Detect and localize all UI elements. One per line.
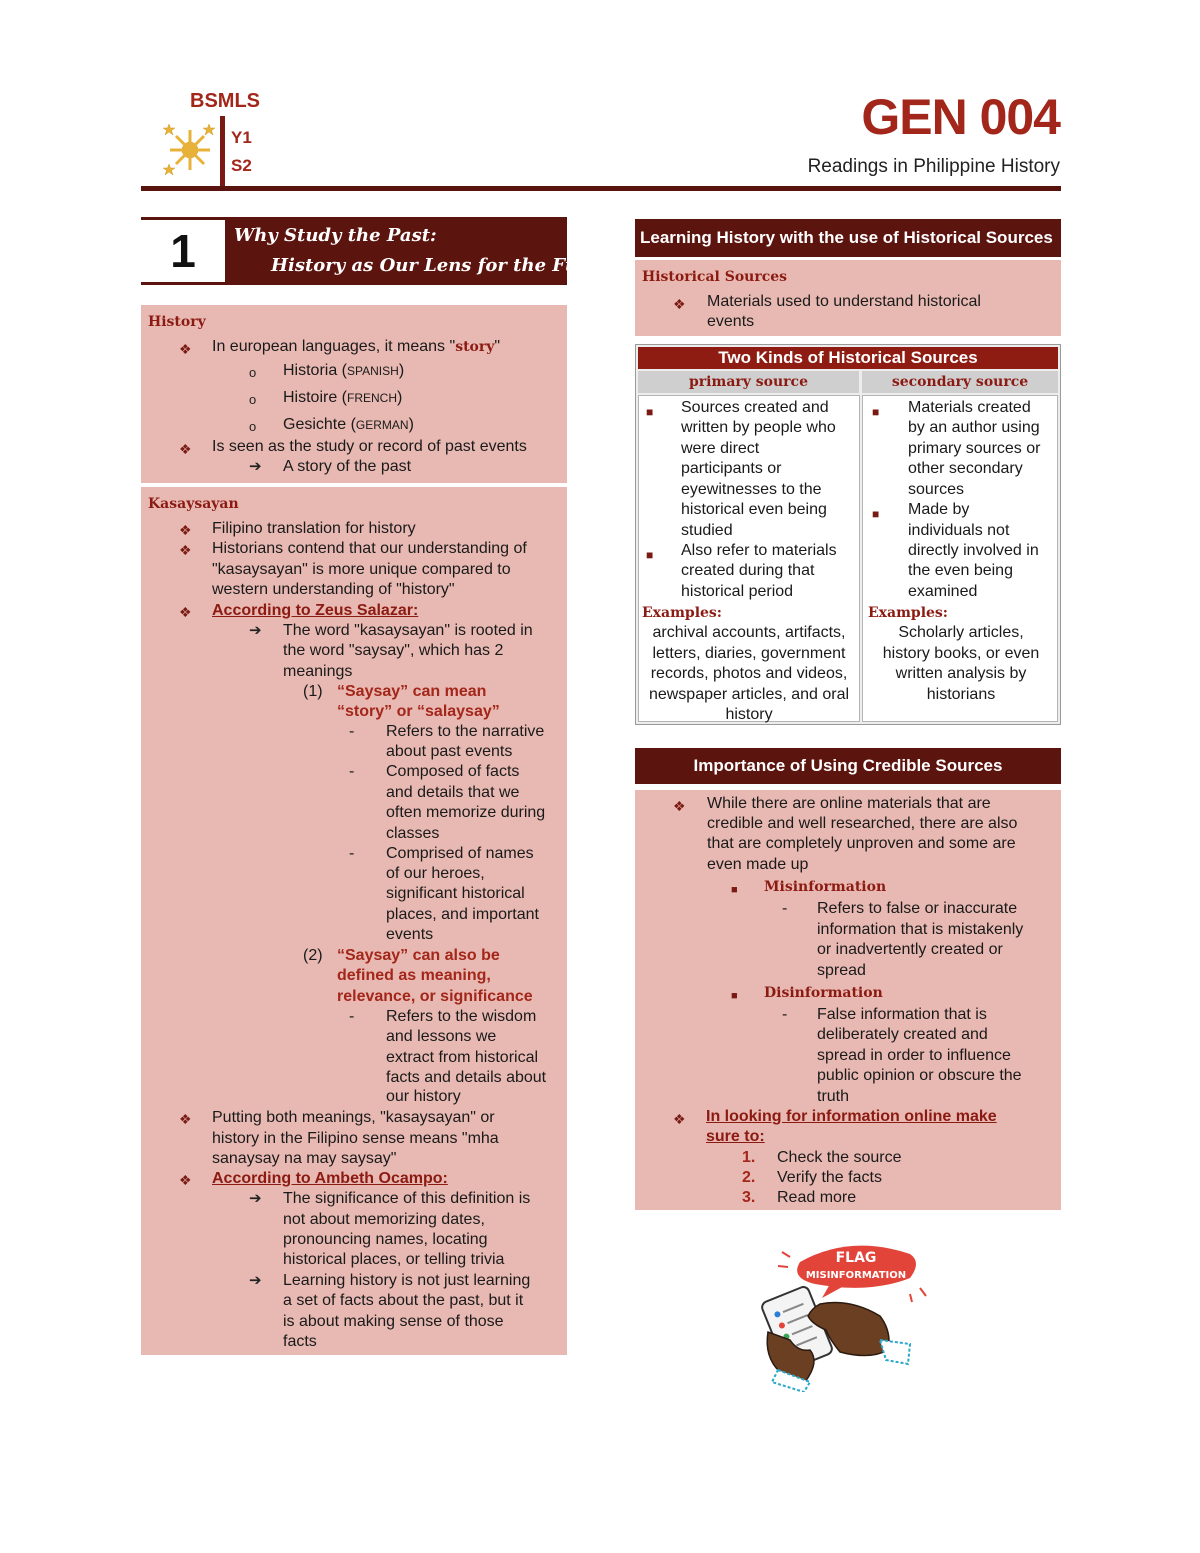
secondary-point: Materials created <box>908 399 1031 416</box>
sources-table-title: Two Kinds of Historical Sources <box>638 347 1058 369</box>
ambeth-point: facts <box>283 1333 317 1350</box>
sun-logo-icon <box>163 120 217 178</box>
section-number: 1 <box>141 217 225 285</box>
circle-bullet-icon: o <box>249 365 257 380</box>
secondary-point: directly involved in <box>908 542 1039 559</box>
kasaysayan-heading: Kasaysayan <box>148 496 239 512</box>
dash-bullet: - <box>782 1006 788 1023</box>
primary-examples: newspaper articles, and oral <box>648 685 850 703</box>
meaning-2-detail: our history <box>386 1088 461 1105</box>
primary-examples-label: Examples: <box>642 605 722 621</box>
dash-bullet: - <box>349 845 355 862</box>
history-bullet-2-sub: A story of the past <box>283 458 412 475</box>
disinformation-def: deliberately created and <box>817 1026 988 1043</box>
secondary-point: examined <box>908 583 978 600</box>
meaning-1-detail: events <box>386 926 434 943</box>
section-title-line2: History as Our Lens for the Future <box>271 255 621 276</box>
history-heading: History <box>148 314 206 330</box>
step-number: 1. <box>742 1149 756 1166</box>
diamond-bullet-icon: ❖ <box>179 1172 192 1188</box>
online-tips-heading: In looking for information online make <box>706 1108 997 1125</box>
semester-label: S2 <box>231 156 252 175</box>
year-label: Y1 <box>231 128 252 147</box>
illustration-caption-line2: MISINFORMATION <box>805 1270 907 1281</box>
kasaysayan-bullet-2: western understanding of "history" <box>212 581 455 598</box>
credible-sources-panel <box>635 790 1061 1210</box>
diamond-bullet-icon: ❖ <box>179 341 192 357</box>
primary-point: historical period <box>681 583 794 600</box>
meaning-1-detail: often memorize during <box>386 804 546 821</box>
meaning-1-detail: classes <box>386 825 440 842</box>
misinformation-def: spread <box>817 962 866 979</box>
dash-bullet: - <box>349 1008 355 1025</box>
misinformation-heading: Misinformation <box>764 879 887 895</box>
online-tips-heading: sure to: <box>706 1128 765 1145</box>
credible-bullet: that are completely unproven and some are <box>707 835 1016 852</box>
arrow-bullet-icon: ➔ <box>249 1190 262 1207</box>
primary-point: Sources created and <box>681 399 829 416</box>
square-bullet-icon: ■ <box>872 507 880 521</box>
meaning-1-title: “story” or “salaysay” <box>337 703 500 720</box>
ambeth-ocampo-heading: According to Ambeth Ocampo: <box>212 1170 448 1187</box>
diamond-bullet-icon: ❖ <box>673 798 686 814</box>
primary-point: were direct <box>681 440 760 457</box>
kasaysayan-panel <box>141 487 567 1355</box>
flag-misinformation-illustration <box>760 1232 940 1392</box>
disinformation-def: truth <box>817 1088 850 1105</box>
disinformation-def: spread in order to influence <box>817 1047 1011 1064</box>
historical-sources-def: Materials used to understand historical <box>707 293 981 310</box>
circle-bullet-icon: o <box>249 419 257 434</box>
secondary-source-cell <box>862 395 1058 722</box>
primary-point: eyewitnesses to the <box>681 481 822 498</box>
square-bullet-icon: ■ <box>872 405 880 419</box>
primary-source-cell <box>638 395 860 722</box>
kasaysayan-bullet-1: Filipino translation for history <box>212 520 416 537</box>
secondary-examples: historians <box>926 685 996 703</box>
zeus-point: meanings <box>283 663 353 680</box>
step-verify-facts: Verify the facts <box>777 1169 882 1186</box>
diamond-bullet-icon: ❖ <box>179 522 192 538</box>
ambeth-point: not about memorizing dates, <box>283 1211 485 1228</box>
primary-examples: records, photos and videos, <box>650 665 848 682</box>
header-divider <box>220 116 225 186</box>
step-check-source: Check the source <box>777 1149 902 1166</box>
step-number: 3. <box>742 1189 756 1206</box>
ambeth-point: pronouncing names, locating <box>283 1231 488 1248</box>
square-bullet-icon: ■ <box>646 405 654 419</box>
kasaysayan-bullet-2: Historians contend that our understanding of <box>212 540 527 557</box>
primary-point: Also refer to materials <box>681 542 837 559</box>
section-title-line1: Why Study the Past: <box>234 225 437 246</box>
meaning-1-detail: Comprised of names <box>386 845 534 862</box>
history-panel <box>141 305 567 483</box>
meaning-1-detail: places, and important <box>386 906 539 923</box>
meaning-2-title: “Saysay” can also be <box>337 947 500 964</box>
history-bullet-2: Is seen as the study or record of past events <box>212 438 527 455</box>
misinformation-def: Refers to false or inaccurate <box>817 900 1018 917</box>
zeus-salazar-heading: According to Zeus Salazar: <box>212 602 419 619</box>
primary-source-header: primary source <box>638 371 859 393</box>
program-label: BSMLS <box>190 90 260 112</box>
primary-examples: letters, diaries, government <box>652 644 846 662</box>
disinformation-def: False information that is <box>817 1006 987 1023</box>
secondary-examples-label: Examples: <box>868 605 948 621</box>
secondary-point: by an author using <box>908 419 1040 436</box>
ambeth-point: The significance of this definition is <box>283 1190 531 1207</box>
historical-sources-panel <box>635 260 1061 336</box>
header-rule <box>141 186 1061 191</box>
diamond-bullet-icon: ❖ <box>673 1111 686 1127</box>
diamond-bullet-icon: ❖ <box>673 296 686 312</box>
dash-bullet: - <box>349 763 355 780</box>
zeus-point: the word "saysay", which has 2 <box>283 642 504 659</box>
kasaysayan-bullet-2: "kasaysayan" is more unique compared to <box>212 561 511 578</box>
history-sub-2: Histoire (FRENCH) <box>283 389 403 406</box>
meaning-1-detail: Composed of facts <box>386 763 520 780</box>
disinformation-def: public opinion or obscure the <box>817 1067 1022 1084</box>
ambeth-point: is about making sense of those <box>283 1313 504 1330</box>
meaning-2-number: (2) <box>303 947 323 964</box>
square-bullet-icon: ■ <box>731 990 738 1002</box>
primary-point: historical even being <box>681 501 827 518</box>
meaning-1-detail: Refers to the narrative <box>386 723 545 740</box>
primary-examples: archival accounts, artifacts, <box>652 624 846 641</box>
history-sub-3: Gesichte (GERMAN) <box>283 416 414 433</box>
step-read-more: Read more <box>777 1189 857 1206</box>
meaning-1-number: (1) <box>303 683 323 700</box>
square-bullet-icon: ■ <box>646 548 654 562</box>
secondary-point: sources <box>908 481 965 498</box>
diamond-bullet-icon: ❖ <box>179 1111 192 1127</box>
meaning-2-title: defined as meaning, <box>337 967 491 984</box>
arrow-bullet-icon: ➔ <box>249 458 262 475</box>
secondary-source-header: secondary source <box>862 371 1058 393</box>
secondary-point: the even being <box>908 562 1013 579</box>
primary-point: created during that <box>681 562 815 579</box>
misinformation-def: information that is mistakenly <box>817 921 1024 938</box>
illustration-caption-line1: FLAG <box>835 1250 877 1266</box>
section-title <box>225 217 621 285</box>
meaning-2-detail: facts and details about <box>386 1069 547 1086</box>
both-meanings: sanaysay na may saysay" <box>212 1150 397 1167</box>
history-sub-1: Historia (SPANISH) <box>283 362 405 379</box>
secondary-point: other secondary <box>908 460 1023 477</box>
primary-point: written by people who <box>681 419 836 436</box>
diamond-bullet-icon: ❖ <box>179 542 192 558</box>
dash-bullet: - <box>782 900 788 917</box>
primary-point: participants or <box>681 460 782 477</box>
primary-examples: history <box>725 706 773 723</box>
secondary-examples: Scholarly articles, <box>898 624 1024 641</box>
meaning-2-detail: and lessons we <box>386 1028 497 1045</box>
secondary-point: primary sources or <box>908 440 1041 457</box>
disinformation-heading: Disinformation <box>764 985 883 1001</box>
both-meanings: Putting both meanings, "kasaysayan" or <box>212 1109 495 1126</box>
credible-bullet: While there are online materials that are <box>707 795 991 812</box>
historical-sources-def: events <box>707 313 755 330</box>
meaning-1-detail: and details that we <box>386 784 520 801</box>
meaning-1-detail: of our heroes, <box>386 865 485 882</box>
historical-sources-heading: Historical Sources <box>642 269 788 285</box>
credible-bullet: credible and well researched, there are also <box>707 815 1018 832</box>
credible-section-title: Importance of Using Credible Sources <box>635 748 1061 784</box>
diamond-bullet-icon: ❖ <box>179 441 192 457</box>
meaning-2-detail: extract from historical <box>386 1049 539 1066</box>
diamond-bullet-icon: ❖ <box>179 604 192 620</box>
secondary-point: individuals not <box>908 522 1010 539</box>
zeus-point: The word "kasaysayan" is rooted in <box>283 622 533 639</box>
arrow-bullet-icon: ➔ <box>249 622 262 639</box>
primary-point: studied <box>681 522 733 539</box>
ambeth-point: historical places, or telling trivia <box>283 1251 505 1268</box>
circle-bullet-icon: o <box>249 392 257 407</box>
course-code: GEN 004 <box>861 89 1060 145</box>
course-title: Readings in Philippine History <box>807 156 1060 177</box>
history-bullet-1: In european languages, it means "story" <box>212 338 501 355</box>
secondary-point: Made by <box>908 501 970 518</box>
step-number: 2. <box>742 1169 756 1186</box>
square-bullet-icon: ■ <box>731 884 738 896</box>
meaning-1-title: “Saysay” can mean <box>337 683 487 700</box>
ambeth-point: a set of facts about the past, but it <box>283 1292 524 1309</box>
meaning-2-title: relevance, or significance <box>337 988 533 1005</box>
misinformation-def: or inadvertently created or <box>817 941 1003 958</box>
secondary-examples: history books, or even <box>882 644 1040 662</box>
arrow-bullet-icon: ➔ <box>249 1272 262 1289</box>
sources-section-title: Learning History with the use of Historical Sources <box>635 219 1061 257</box>
ambeth-point: Learning history is not just learning <box>283 1272 531 1289</box>
secondary-examples: written analysis by <box>895 665 1027 682</box>
meaning-1-detail: about past events <box>386 743 513 760</box>
meaning-2-detail: Refers to the wisdom <box>386 1008 537 1025</box>
both-meanings: history in the Filipino sense means "mha <box>212 1130 499 1147</box>
meaning-1-detail: significant historical <box>386 885 525 902</box>
dash-bullet: - <box>349 723 355 740</box>
credible-bullet: even made up <box>707 856 809 873</box>
